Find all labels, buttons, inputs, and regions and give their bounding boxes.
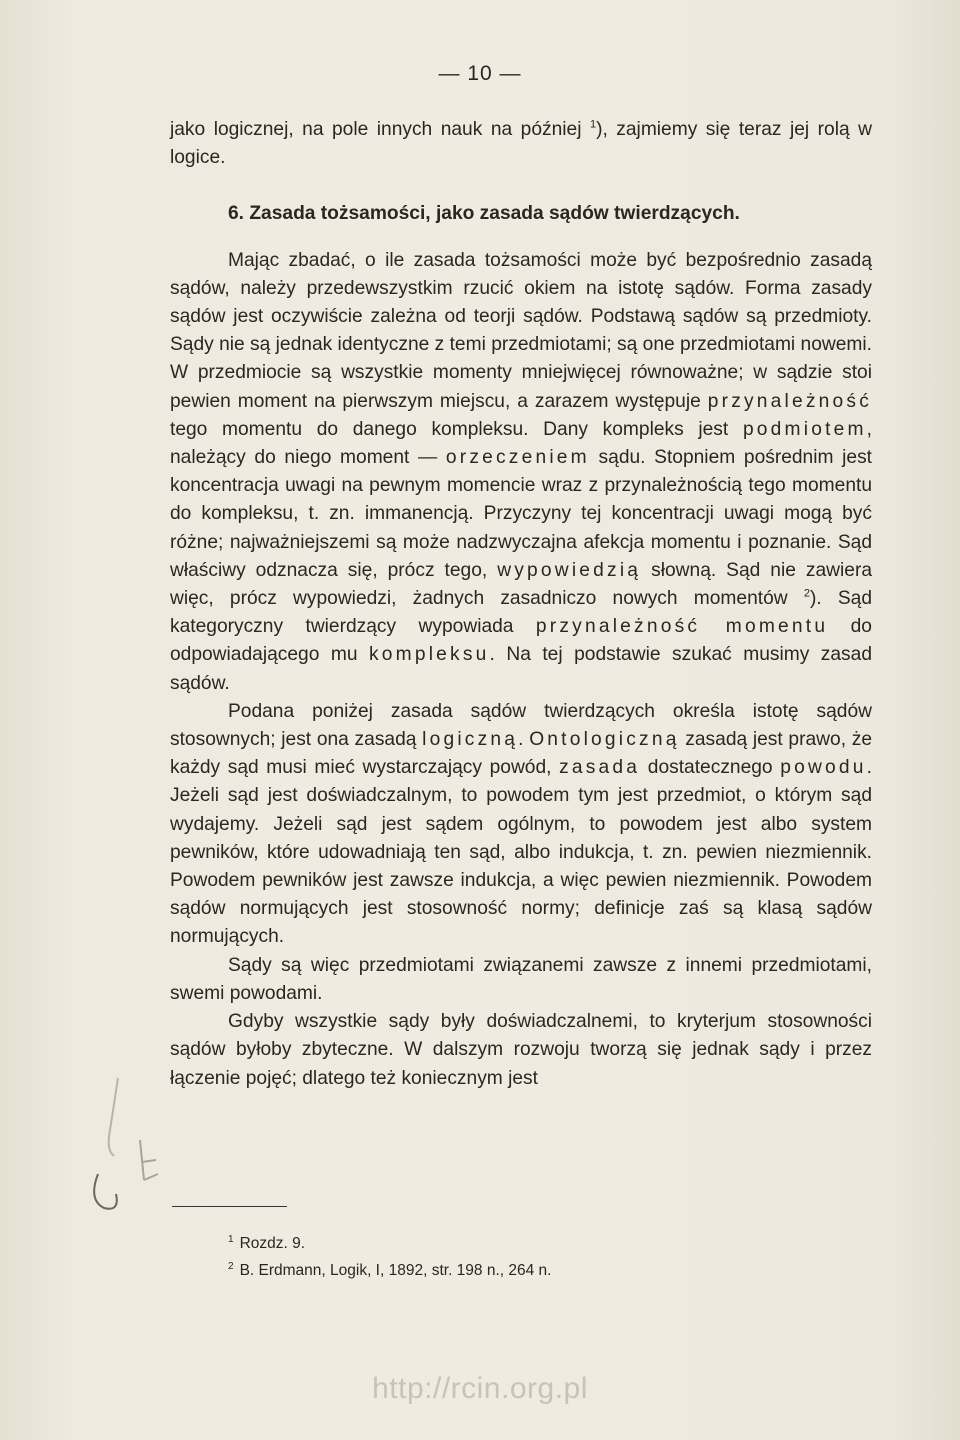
paragraph-2 [170,247,872,698]
footnote-divider [172,1206,287,1207]
spaced-term-podmiotem: podmiotem [742,418,867,440]
paragraph-3 [170,698,872,952]
spaced-term-logiczna: logiczną [422,729,519,751]
paragraph-1-text-a: jako logicznej, na pole innych nauk na później [170,119,590,140]
spaced-term-orzeczeniem: orzeczeniem [445,447,590,469]
footnote-ref-1[interactable]: 1 [589,118,597,131]
paragraph-1-text-b: ), zajmiemy się teraz jej rolą w logice. [170,119,872,169]
paragraph-2-text-7: do odpowiadającego mu [170,616,872,666]
paragraph-2-text-2: tego momentu do danego kompleksu. Dany kompleks jest [170,418,743,440]
section-heading: 6. Zasada tożsamości, jako zasada sądów twierdzących. [228,203,740,225]
paragraph-2-text-8: . Na tej podstawie szukać musimy zasad sądów. [170,644,872,694]
paragraph-5: Gdyby wszystkie sądy były doświadczalnemi, to kryterjum stosowności sądów byłoby zbyteczne. W dalszym rozwoju tworzą się jednak sądy i przez łączenie pojęć; dlatego też koniecznym jest [170,1011,872,1089]
paragraph-2-text-3: , należący do niego moment — [170,418,872,469]
paragraph-3-text-3: zasadą jest prawo, że każdy sąd musi mieć wystarczający powód, [170,729,872,779]
paragraph-4: Sądy są więc przedmiotami związanemi zawsze z innemi przedmiotami, swemi powodami. [170,954,872,1004]
watermark-url: http://rcin.org.pl [372,1372,588,1405]
footnote-2 [228,1257,551,1284]
spaced-term-ontologiczna: Ontologiczną [529,729,680,751]
paragraph-2-text-4: sądu. Stopniem pośrednim jest koncentracja uwagi na pewnym momencie wraz z przynależnością tego momentu do kompleksu, t. zn. immanencją. Przyczyny tej koncentracji uwagi mogą być różne; najważniejszemi są może nadzwyczajna afekcja momentu i poznanie. Sąd właściwy odznacza się, prócz tego, [170,447,873,581]
paragraph-3-text-2: . [518,729,530,751]
footnote-1 [228,1230,551,1257]
paragraph-2-text-5: słowną. Sąd nie zawiera więc, prócz wypowiedzi, żadnych zasadniczo nowych momentów [170,559,873,610]
paragraph-2-text-6: ). Sąd kategoryczny twierdzący wypowiada [170,588,872,638]
spaced-term-przynaleznosc: przynależność [707,390,872,412]
footnote-ref-2[interactable]: 2 [803,587,810,600]
paragraph-2-text-1: Mając zbadać, o ile zasada tożsamości może być bezpośrednio zasadą sądów, należy przedewszystkim rzucić okiem na istotę sądów. Forma zasady sądów jest oczywiście zależna od teorji sądów. Podstawą sądów są przedmioty. Sądy nie są jednak identyczne z temi przedmiotami; są one przedmiotami nowemi. W przedmiocie są wszystkie momenty mniejwięcej równoważne; w sądzie stoi pewien moment na pierwszym miejscu, a zarazem występuje [170,249,872,412]
paragraph-3-text-5: . Jeżeli sąd jest doświadczalnym, to powodem tym jest przedmiot, o którym sąd wydajemy. Jeżeli sąd jest sądem ogólnym, to powodem jest albo system pewników, które udowadniają ten sąd, albo indukcja, t. zn. pewien niezmiennik. Powodem pewników jest zawsze indukcja, a więc pewien niezmiennik. Powodem sądów normujących jest stosowność normy; definicje zaś są klasą sądów normujących. [170,757,872,948]
spaced-term-przynaleznosc-momentu: przynależność momentu [535,616,829,638]
spaced-term-powodu: powodu [780,757,867,779]
handwritten-margin-mark [80,1070,160,1220]
footnote-1-text: Rozdz. 9. [239,1235,306,1252]
footnote-1-mark: 1 [228,1233,234,1245]
paragraph-3-text-4: dostatecznego [640,757,781,779]
spaced-term-zasada: zasada [559,757,641,779]
page-number: — 10 — [438,62,522,85]
body-text [170,116,872,1093]
spaced-term-kompleksu: kompleksu [369,644,490,666]
footnotes [228,1230,551,1284]
paragraph-1 [170,116,872,172]
footnote-2-text: B. Erdmann, Logik, I, 1892, str. 198 n., 264 n. [239,1262,552,1279]
footnote-2-mark: 2 [228,1260,234,1272]
paragraph-3-text-1: Podana poniżej zasada sądów twierdzących określa istotę sądów stosownych; jest ona zasadą [170,700,872,751]
spaced-term-wypowiedzia: wypowiedzią [497,559,642,581]
